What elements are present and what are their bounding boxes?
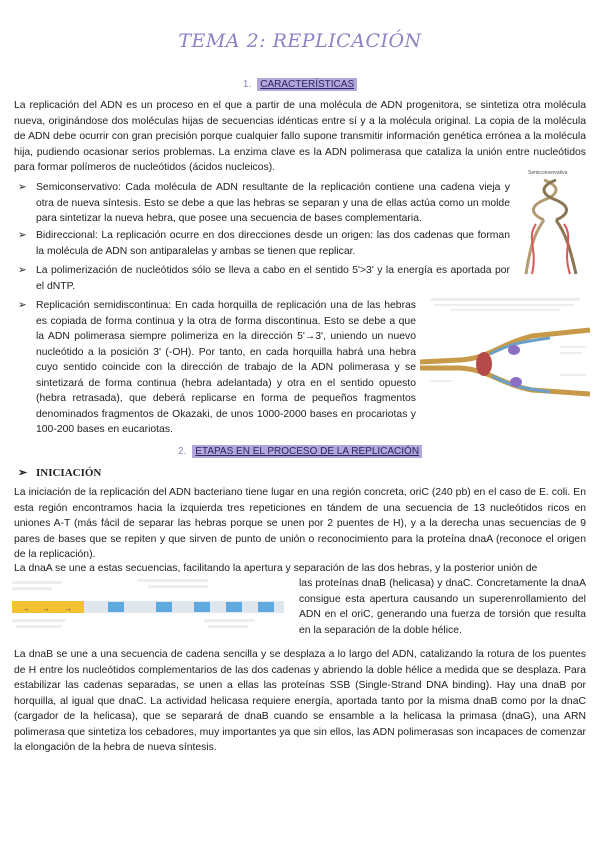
bullet-polymerization	[18, 263, 510, 294]
initiation-paragraph-2-body: las proteínas dnaB (helicasa) y dnaC. Concretamente la dnaA consigue esta apertura causando un superenrollamiento del ADN en el oriC, generando una fuerza de torsión que resulta en la separación de la doble hélice.	[299, 578, 586, 636]
bullet-bidirectional	[18, 228, 510, 259]
initiation-paragraph-3: La dnaB se une a una secuencia de cadena sencilla y se desplaza a lo largo del ADN, catalizando la rotura de los puentes de H entre los nucleótidos complementarios de las dos cadenas y abriendo la doble hélice a medida que se desplaza. Para estabilizar las cadenas separadas, se unen a ellas las proteínas SSB (Single-Strand DNA binding). Hay una dnaB por horquilla, al igual que dnaC. La actividad helicasa requiere energía, aportada tanto por la misma dnaB como por la dnaC (cargador de la helicasa), que se separará de dnaB cuando se ensamble a la helicasa la primasa (dnaG), una ARN polimerasa que sintetiza los cebadores, muy importantes ya que sin ellos, las ADN polimerasas son incapaces de comenzar la elongación de la hebra de nueva síntesis.	[14, 649, 586, 753]
replication-fork-figure	[420, 296, 592, 400]
svg-text:→: →	[64, 604, 72, 613]
subheading-text: INICIACIÓN	[35, 467, 102, 479]
intro-paragraph: La replicación del ADN es un proceso en el que a partir de una molécula de ADN progenitora, se sintetiza otra molécula nueva, originándose dos moléculas hijas de secuencias idénticas entre sí y a la molécula original. La copia de la molécula de ADN debe ocurrir con gran precisión porque cualquier fallo supone transmitir información genética errónea a la molécula hija, pudiendo ocasionar serios problemas. La enzima clave es la ADN polimerasa que cataliza la unión entre nucleótidos para formar polímeros de nucleótidos (ácidos nucleicos).	[14, 100, 586, 173]
section-label: CARACTERÍSTICAS	[257, 78, 357, 91]
bullet-text: La polimerización de nucleótidos sólo se lleva a cabo en el sentido 5'>3' y la energía es aportada por el dNTP.	[36, 265, 510, 292]
figure-caption: Semiconservativa	[528, 170, 568, 176]
svg-text:→: →	[42, 604, 50, 613]
section-number: 1.	[242, 79, 252, 90]
bullet-text: Bidireccional: La replicación ocurre en dos direcciones desde un origen: las dos cadenas que forman la molécula de ADN son antiparalelas y ambas se tienen que replicar.	[36, 230, 510, 257]
initiation-paragraph-1: La iniciación de la replicación del ADN bacteriano tiene lugar en una región concreta, oriC (240 pb) en el caso de E. coli. En esta región encontramos hacia la izquierda tres repeticiones en tándem de una secuencia de 13 nucleótidos ricos en uniones A-T (más fácil de separar las hebras porque se unen por 2 puentes de H), y a la derecha unas secuencias de 9 pares de bases que se repiten y que sirven de punto de unión o reconocimiento para la proteína dnaA (reconoce el origen de la replicación).	[14, 487, 586, 560]
bullet-arrow-icon: ➢	[18, 265, 27, 276]
semiconservative-figure	[516, 170, 588, 285]
page-title: TEMA 2: REPLICACIÓN	[178, 30, 422, 52]
bullet-arrow-icon: ➢	[18, 230, 27, 241]
oric-sequence-diagram	[8, 577, 293, 635]
bullet-semiconservative	[18, 180, 510, 227]
section-number: 2.	[177, 446, 187, 457]
section-heading-stages	[0, 446, 600, 457]
svg-text:→: →	[22, 604, 30, 613]
bullet-semidiscontinuous	[18, 298, 416, 438]
replication-fork-diagram	[420, 296, 592, 400]
initiation-paragraph-2-intro: La dnaA se une a estas secuencias, facilitando la apertura y separación de las dos hebras, y la posterior unión de	[14, 563, 538, 574]
section-heading-characteristics	[0, 79, 600, 90]
bullet-arrow-icon: ➢	[18, 467, 28, 479]
bullet-arrow-icon: ➢	[18, 182, 27, 193]
dna-helix-diagram	[516, 178, 588, 286]
bullet-arrow-icon: ➢	[18, 300, 27, 311]
bullet-text: Semiconservativo: Cada molécula de ADN resultante de la replicación contiene una cadena vieja y otra de nueva síntesis. Esto se debe a que las hebras se separan y una de ellas actúa como un molde para sintetizar la nueva hebra, que posee una secuencia de bases complementaria.	[36, 182, 510, 224]
oric-figure	[8, 577, 293, 635]
section-label: ETAPAS EN EL PROCESO DE LA REPLICACIÓN	[192, 445, 422, 458]
subheading-initiation	[18, 466, 101, 479]
bullet-text: Replicación semidiscontinua: En cada horquilla de replicación una de las hebras es copiada de forma continua y la otra de forma discontinua. Esto se debe a que la ADN polimerasa siempre polimeriza en la dirección 5'→3', uniendo un nuevo nucleótido a la posición 3' (-OH). Por tanto, en cada horquilla habrá una hebra cuyo sentido coincide con la dirección de trabajo de la ADN polimerasa y se sintetizará de forma continua (hebra adelantada) y otra en el sentido opuesto (hebra retrasada), que deberá replicarse en forma de pequeños fragmentos denominados fragmentos de Okazaki, de unos 1000-2000 bases en procariotas y 100-200 bases en eucariotas.	[36, 300, 416, 435]
